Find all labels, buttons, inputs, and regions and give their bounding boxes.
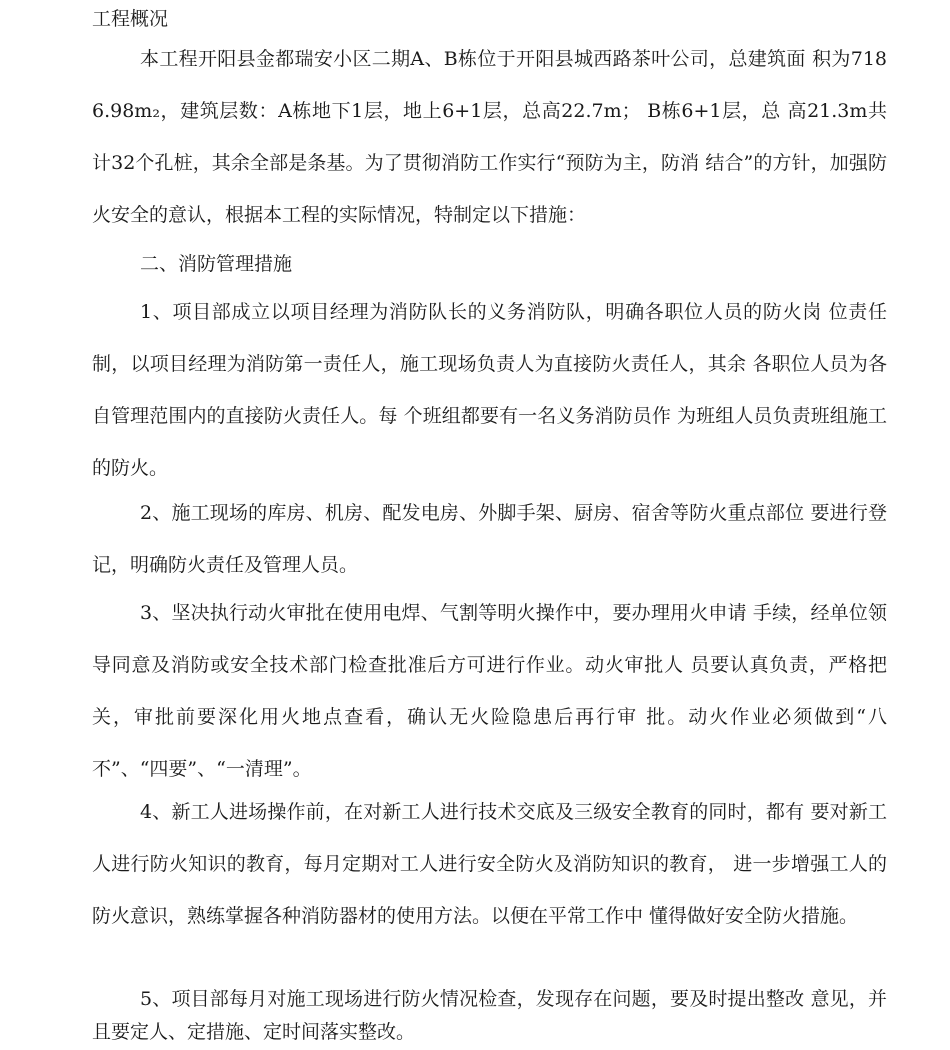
list-item: 5、项目部每月对施工现场进行防火情况检查，发现存在问题，要及时提出整改 意见，并且要定人、定措施、定时间落实整改。 xyxy=(92,988,887,1043)
intro-paragraph: 本工程开阳县金都瑞安小区二期A、B栋位于开阳县城西路茶叶公司，总建筑面 积为7186.98m₂，建筑层数：A栋地下1层，地上6+1层，总高22.7m； B栋6+1层，总 高21.3m共计32个孔桩，其余全部是条基。为了贯彻消防工作实行“预防为主，防消 结合”的方针，加强防火安全的意认，根据本工程的实际情况，特制定以下措施： xyxy=(92,48,887,226)
document-heading: 工程概况 xyxy=(92,8,169,30)
list-item: 3、坚决执行动火审批在使用电焊、气割等明火操作中，要办理用火申请 手续，经单位领导同意及消防或安全技术部门检查批准后方可进行作业。动火审批人 员要认真负责，严格把关，审批前要深化用火地点查看，确认无火险隐患后再行审 批。动火作业必须做到“八不”、“四要”、“一清理”。 xyxy=(92,602,887,780)
list-item: 4、新工人进场操作前，在对新工人进行技术交底及三级安全教育的同时，都有 要对新工人进行防火知识的教育，每月定期对工人进行安全防火及消防知识的教育， 进一步增强工人的防火意识，熟练掌握各种消防器材的使用方法。以便在平常工作中 懂得做好安全防火措施。 xyxy=(92,801,887,927)
list-item: 2、施工现场的库房、机房、配发电房、外脚手架、厨房、宿舍等防火重点部位 要进行登记，明确防火责任及管理人员。 xyxy=(92,502,887,576)
list-item: 1、项目部成立以项目经理为消防队长的义务消防队，明确各职位人员的防火岗 位责任制，以项目经理为消防第一责任人，施工现场负责人为直接防火责任人，其余 各职位人员为各自管理范围内的直接防火责任人。每 个班组都要有一名义务消防员作 为班组人员负责班组施工的防火。 xyxy=(92,301,887,479)
section-title: 二、消防管理措施 xyxy=(140,253,293,275)
